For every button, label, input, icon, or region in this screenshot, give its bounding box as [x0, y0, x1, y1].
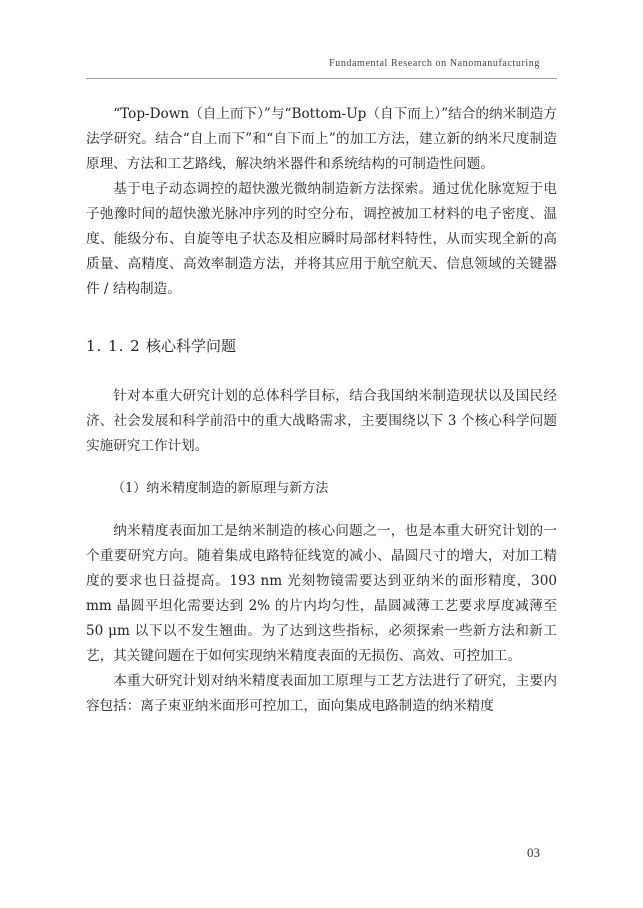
paragraph-research-content: 本重大研究计划对纳米精度表面加工原理与工艺方法进行了研究，主要内容包括：离子束亚纳米面形可控加工，面向集成电路制造的纳米精度	[86, 673, 557, 714]
paragraph-ultrafast-laser: 基于电子动态调控的超快激光微纳制造新方法探索。通过优化脉宽短于电子弛豫时间的超快激光脉冲序列的时空分布，调控被加工材料的电子密度、温度、能级分布、自旋等电子状态及相应瞬时局部材料特性，从而实现全新的高质量、高精度、高效率制造方法，并将其应用于航空航天、信息领域的关键器件 / 结构制造。	[86, 181, 557, 297]
section-heading	[86, 334, 557, 358]
page-number: 03	[527, 845, 540, 860]
paragraph-section-intro: 针对本重大研究计划的总体科学目标，结合我国纳米制造现状以及国民经济、社会发展和科学前沿中的重大战略需求，主要围绕以下 3 个核心科学问题实施研究工作计划。	[86, 388, 557, 454]
section-title: 核心科学问题	[146, 337, 237, 355]
paragraph-nanoprecision-surface: 纳米精度表面加工是纳米制造的核心问题之一，也是本重大研究计划的一个重要研究方向。随着集成电路特征线宽的减小、晶圆尺寸的增大，对加工精度的要求也日益提高。193 nm 光刻物镜需要达到亚纳米的面形精度，300 mm 晶圆平坦化需要达到 2% 的片内均匀性，晶圆减薄工艺要求厚度减薄至 50 μm 以下以不发生翘曲。为了达到这些指标，必须探索一些新方法和新工艺，其关键问题在于如何实现纳米精度表面的无损伤、高效、可控加工。	[86, 523, 557, 664]
paragraph-top-down-bottom-up: “Top-Down（自上而下）”与“Bottom-Up（自下而上）”结合的纳米制造方法学研究。结合“自上而下”和“自下而上”的加工方法，建立新的纳米尺度制造原理、方法和工艺路线，解决纳米器件和系统结构的可制造性问题。	[86, 106, 557, 172]
section-number: 1. 1. 2	[86, 337, 141, 355]
subsection-heading: （1）纳米精度制造的新原理与新方法	[112, 481, 329, 496]
page-body	[86, 102, 557, 719]
header-rule	[86, 78, 557, 79]
running-header: Fundamental Research on Nanomanufacturing	[329, 58, 540, 69]
